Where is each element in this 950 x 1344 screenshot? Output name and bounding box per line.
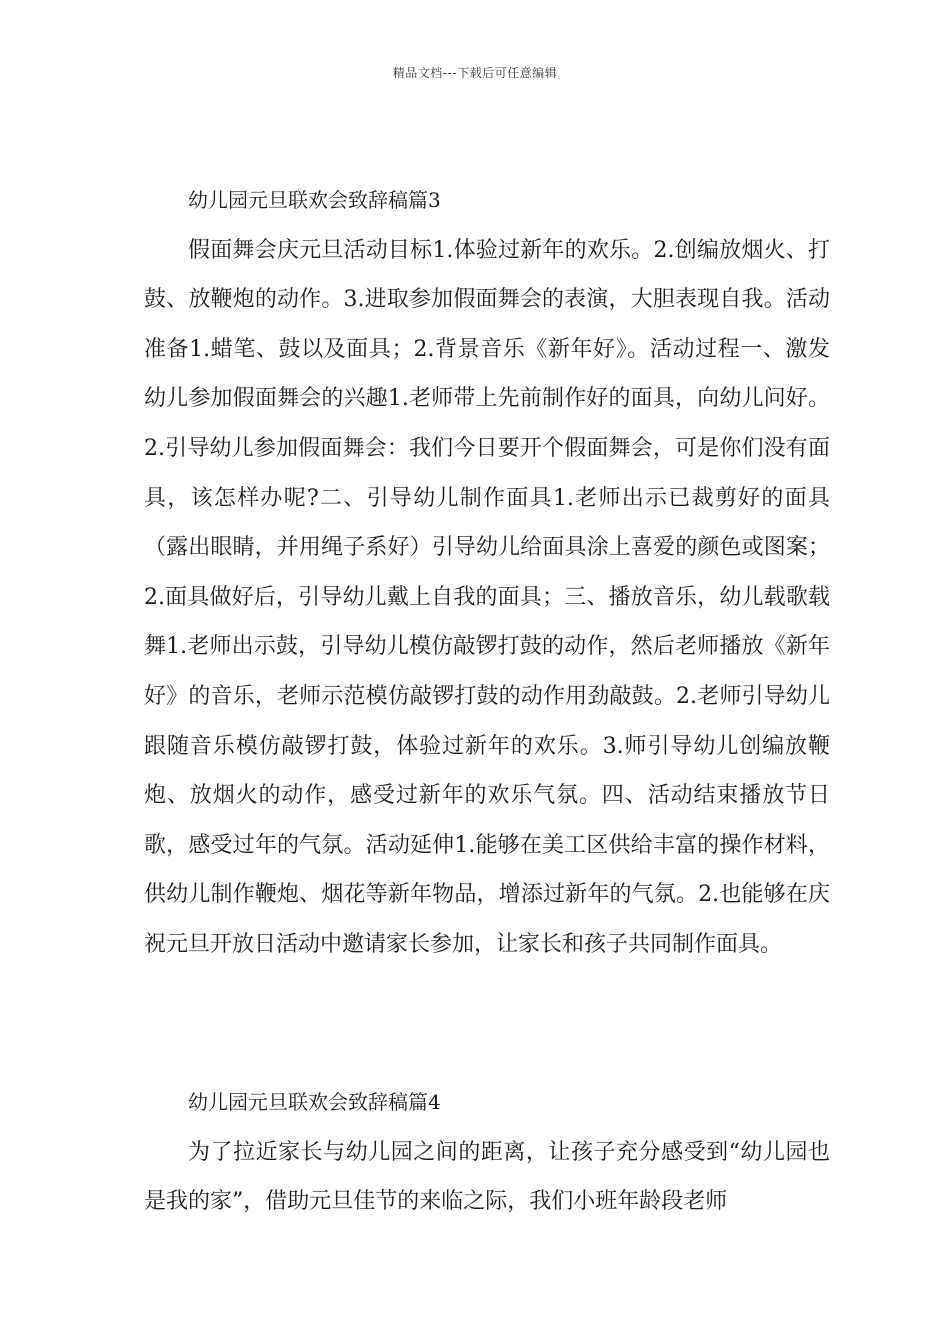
section-title: 幼儿园元旦联欢会致辞稿篇4 [188,1090,441,1114]
page-header: 精品文档---下载后可任意编辑 [392,66,558,80]
section-article-3 [144,176,830,970]
section-article-4 [144,1078,830,1227]
section-title: 幼儿园元旦联欢会致辞稿篇3 [188,188,441,212]
section-paragraph: 假面舞会庆元旦活动目标1.体验过新年的欢乐。2.创编放烟火、打鼓、放鞭炮的动作。3.进取参加假面舞会的表演，大胆表现自我。活动准备1.蜡笔、鼓以及面具；2.背景音乐《新年好》。活动过程一、激发幼儿参加假面舞会的兴趣1.老师带上先前制作好的面具，向幼儿问好。2.引导幼儿参加假面舞会：我们今日要开个假面舞会，可是你们没有面具，该怎样办呢?二、引导幼儿制作面具1.老师出示已裁剪好的面具（露出眼睛，并用绳子系好）引导幼儿给面具涂上喜爱的颜色或图案；2.面具做好后，引导幼儿戴上自我的面具；三、播放音乐，幼儿载歌载舞1.老师出示鼓，引导幼儿模仿敲锣打鼓的动作，然后老师播放《新年好》的音乐，老师示范模仿敲锣打鼓的动作用劲敲鼓。2.老师引导幼儿跟随音乐模仿敲锣打鼓，体验过新年的欢乐。3.师引导幼儿创编放鞭炮、放烟火的动作，感受过新年的欢乐气氛。四、活动结束播放节日歌，感受过年的气氛。活动延伸1.能够在美工区供给丰富的操作材料，供幼儿制作鞭炮、烟花等新年物品，增添过新年的气氛。2.也能够在庆祝元旦开放日活动中邀请家长参加，让家长和孩子共同制作面具。 [144,237,830,957]
section-paragraph: 为了拉近家长与幼儿园之间的距离，让孩子充分感受到“幼儿园也是我的家”，借助元旦佳节的来临之际，我们小班年龄段老师 [144,1139,830,1215]
